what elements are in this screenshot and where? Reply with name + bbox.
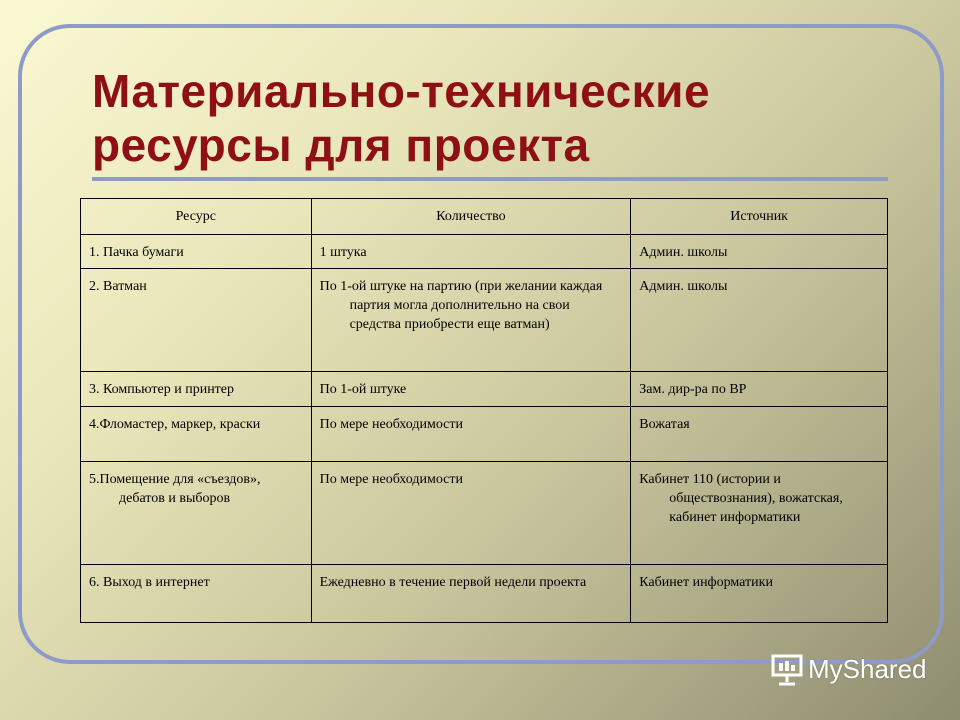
presentation-board-icon: [770, 652, 804, 686]
myshared-watermark: [770, 652, 927, 686]
table-row: [81, 372, 888, 407]
header-source: Источник: [631, 199, 888, 235]
table-row: [81, 462, 888, 565]
table-cell: 5.Помещение для «съездов», дебатов и выборов: [81, 462, 312, 565]
resources-table: [80, 198, 888, 623]
table-row: [81, 235, 888, 269]
table-cell: Ежедневно в течение первой недели проекта: [311, 565, 631, 623]
table-cell: По мере необходимости: [311, 462, 631, 565]
table-cell: Кабинет 110 (истории и обществознания), вожатская, кабинет информатики: [631, 462, 888, 565]
table-cell: По мере необходимости: [311, 407, 631, 462]
table-cell: 1. Пачка бумаги: [81, 235, 312, 269]
title-line-2: ресурсы для проекта: [92, 119, 590, 171]
title-line-1: Материально-технические: [92, 65, 711, 117]
table-cell: Админ. школы: [631, 235, 888, 269]
table-cell: 6. Выход в интернет: [81, 565, 312, 623]
table-cell: Вожатая: [631, 407, 888, 462]
header-resource: Ресурс: [81, 199, 312, 235]
title-underline: [92, 177, 888, 181]
table-cell: Админ. школы: [631, 269, 888, 372]
table-row: [81, 565, 888, 623]
table-cell: Кабинет информатики: [631, 565, 888, 623]
watermark-text: MyShared: [808, 653, 927, 684]
table-cell: Зам. дир-ра по ВР: [631, 372, 888, 407]
table-cell: По 1-ой штуке на партию (при желании каждая партия могла дополнительно на свои средства приобрести еще ватман): [311, 269, 631, 372]
table-cell: По 1-ой штуке: [311, 372, 631, 407]
table-row: [81, 407, 888, 462]
table-cell: 3. Компьютер и принтер: [81, 372, 312, 407]
table-cell: 1 штука: [311, 235, 631, 269]
header-quantity: Количество: [311, 199, 631, 235]
table-cell: 4.Фломастер, маркер, краски: [81, 407, 312, 462]
table-cell: 2. Ватман: [81, 269, 312, 372]
table-row: [81, 269, 888, 372]
table-header-row: [81, 199, 888, 235]
slide-title: [92, 64, 710, 172]
